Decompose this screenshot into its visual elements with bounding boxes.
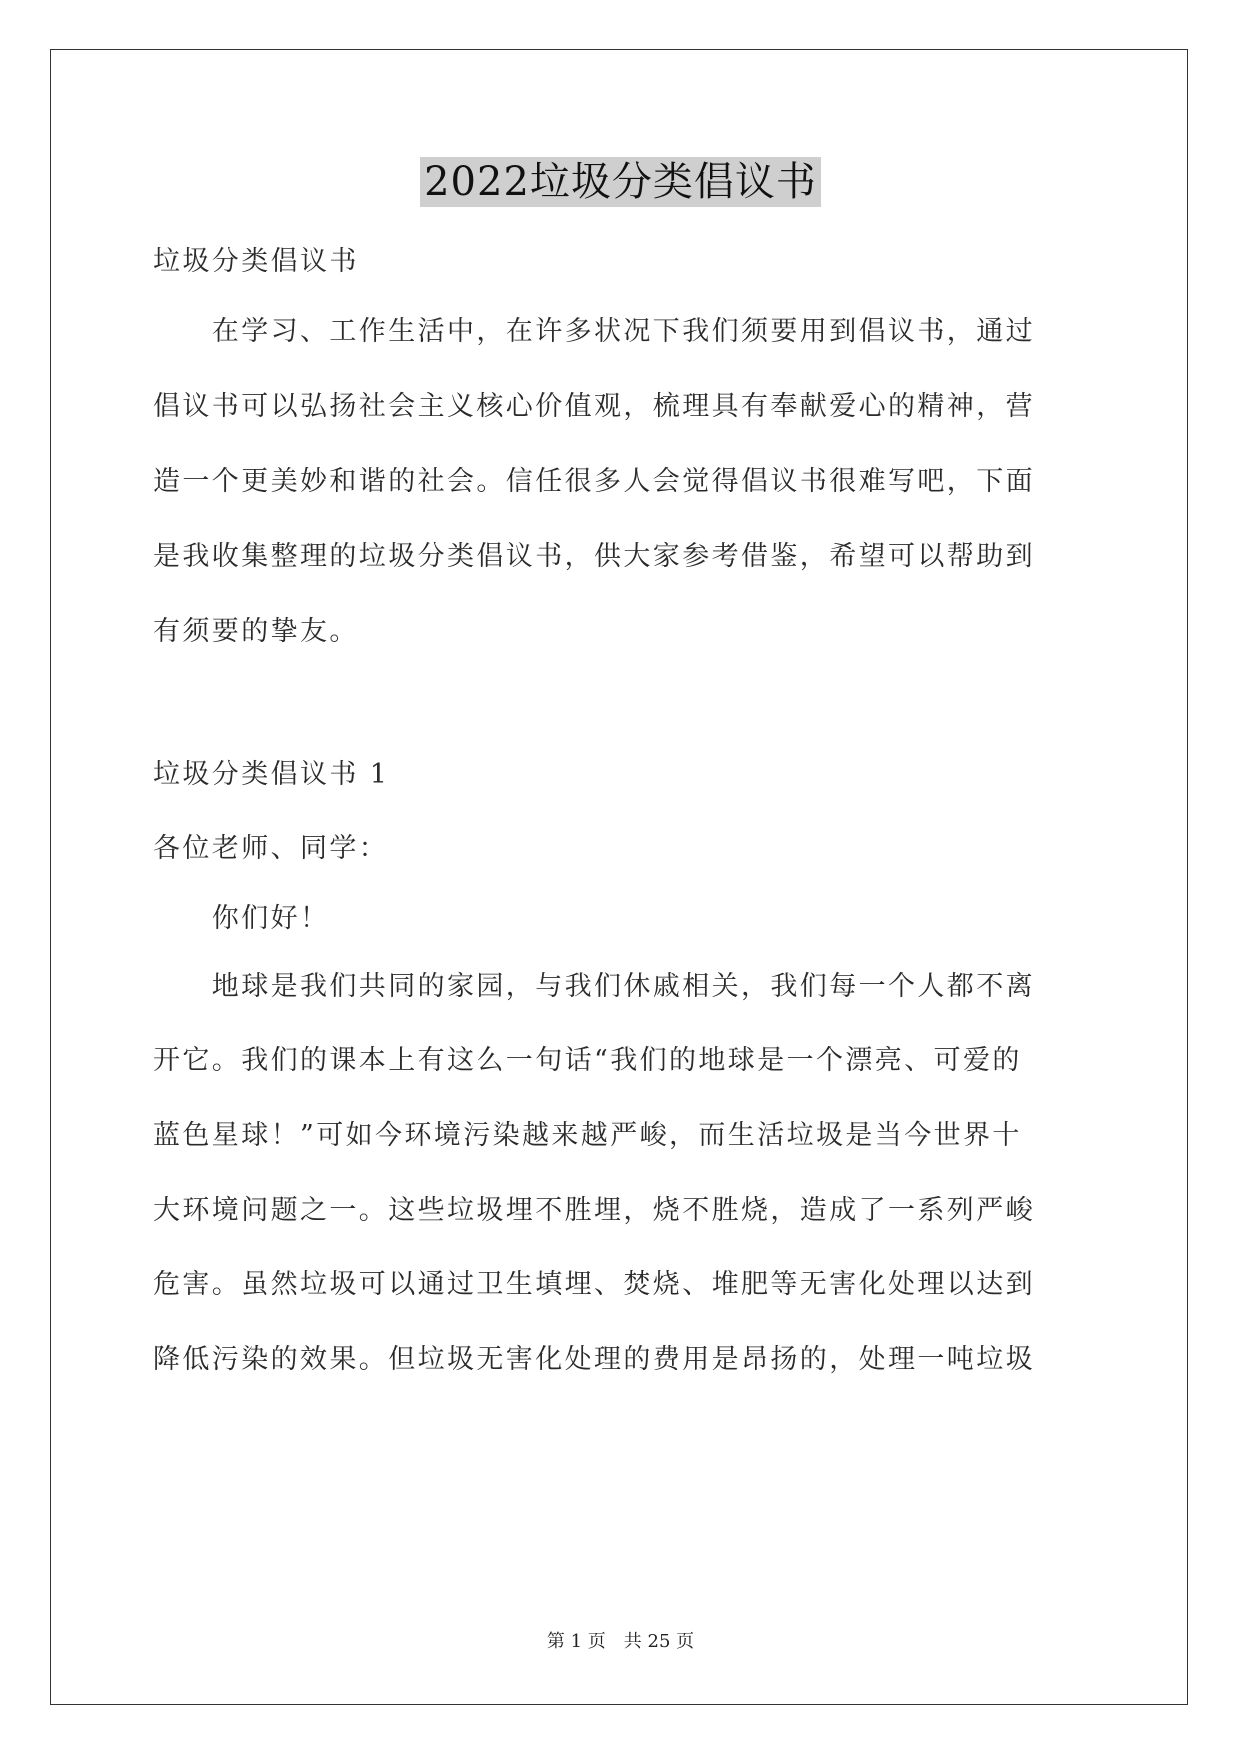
greeting: 你们好！	[153, 903, 330, 934]
paragraph-line: 在学习、工作生活中，在许多状况下我们须要用到倡议书，通过	[153, 316, 1035, 347]
document-title-block	[0, 156, 1241, 208]
paragraph-line: 大环境问题之一。这些垃圾埋不胜埋，烧不胜烧，造成了一系列严峻	[153, 1195, 1035, 1226]
paragraph-line: 蓝色星球！”可如今环境污染越来越严峻，而生活垃圾是当今世界十	[153, 1120, 1022, 1151]
salutation: 各位老师、同学：	[153, 833, 389, 864]
page-number: 第 1 页 共 25 页	[546, 1631, 695, 1652]
paragraph-line: 造一个更美妙和谐的社会。信任很多人会觉得倡议书很难写吧，下面	[153, 466, 1035, 497]
paragraph-line: 地球是我们共同的家园，与我们休戚相关，我们每一个人都不离	[153, 971, 1035, 1002]
section-heading: 垃圾分类倡议书	[153, 246, 359, 277]
paragraph-line: 开它。我们的课本上有这么一句话“我们的地球是一个漂亮、可爱的	[153, 1045, 1022, 1076]
section-heading: 垃圾分类倡议书 1	[153, 759, 390, 790]
paragraph-line: 有须要的挚友。	[153, 616, 359, 647]
paragraph-line: 倡议书可以弘扬社会主义核心价值观，梳理具有奉献爱心的精神，营	[153, 391, 1035, 422]
document-title: 2022垃圾分类倡议书	[420, 157, 821, 207]
paragraph-line: 是我收集整理的垃圾分类倡议书，供大家参考借鉴，希望可以帮助到	[153, 541, 1035, 572]
paragraph-line: 降低污染的效果。但垃圾无害化处理的费用是昂扬的，处理一吨垃圾	[153, 1344, 1035, 1375]
paragraph-line: 危害。虽然垃圾可以通过卫生填埋、焚烧、堆肥等无害化处理以达到	[153, 1269, 1035, 1300]
page-border	[50, 49, 1188, 1705]
